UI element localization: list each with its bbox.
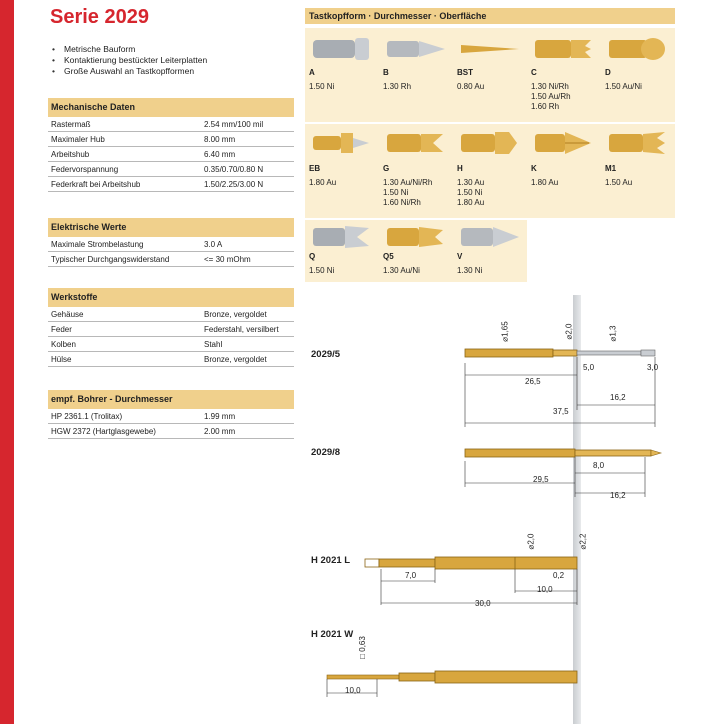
- tip-d-icon: [607, 34, 669, 64]
- tip-g-icon: [385, 128, 447, 158]
- dimension-label: 8,0: [593, 461, 605, 470]
- tip-spec-line: 1.50 Ni: [383, 188, 409, 197]
- dimension-label: ⌀2,0: [526, 533, 536, 550]
- tip-row-2: [305, 124, 675, 218]
- dimension-label: ⌀1,65: [500, 321, 510, 342]
- tip-spec: [383, 178, 432, 208]
- row-key: Feder: [51, 324, 72, 334]
- tip-q5-icon: [385, 222, 447, 252]
- tip-spec-line: 1.30 Ni/Rh: [531, 82, 569, 91]
- tip-spec-line: 1.50 Au: [605, 178, 633, 187]
- table-row: [48, 237, 294, 252]
- tip-spec-line: 1.50 Au/Ni: [605, 82, 642, 91]
- drawing-2029-5: [305, 315, 675, 445]
- dimension-label: ⌀2,2: [578, 533, 588, 550]
- dimension-label: 0,2: [553, 571, 565, 580]
- dimension-label: 7,0: [405, 571, 417, 580]
- row-value: 2.00 mm: [204, 426, 236, 436]
- tip-spec-line: 1.80 Au: [531, 178, 559, 187]
- tip-code: D: [605, 68, 611, 77]
- tip-a-icon: [311, 34, 373, 64]
- row-key: Federkraft bei Arbeitshub: [51, 179, 141, 189]
- dimension-label: 10,0: [537, 585, 553, 594]
- table-row: [48, 162, 294, 177]
- tip-spec: [531, 178, 558, 188]
- tip-b-icon: [385, 34, 447, 64]
- tip-spec: [309, 266, 334, 276]
- tip-row-3: [305, 220, 527, 282]
- tip-cell-bst: [453, 28, 527, 122]
- dimension-label: 30,0: [475, 599, 491, 608]
- row-key: Kolben: [51, 339, 76, 349]
- page-title: Serie 2029: [50, 6, 149, 28]
- tip-spec-line: 1.80 Au: [309, 178, 337, 187]
- dimension-label: 37,5: [553, 407, 569, 416]
- tip-spec-line: 0.80 Au: [457, 82, 485, 91]
- drawing-h-2021-l: [305, 549, 675, 619]
- tip-code: Q5: [383, 252, 394, 261]
- row-value: Federstahl, versilbert: [204, 324, 279, 334]
- tip-cell-v: [453, 220, 527, 282]
- tip-spec-line: 1.60 Ni/Rh: [383, 198, 421, 207]
- drill-diameter-table: [48, 390, 294, 439]
- tip-cell-eb: [305, 124, 379, 218]
- tip-spec-line: 1.60 Rh: [531, 102, 560, 111]
- dimension-label: 10,0: [345, 686, 361, 695]
- feature-list: [50, 44, 207, 77]
- tip-spec: [309, 178, 336, 188]
- drawing-label: 2029/5: [311, 349, 341, 360]
- tip-cell-g: [379, 124, 453, 218]
- dimension-label: ⌀1,3: [608, 325, 618, 342]
- tip-bst-icon: [459, 34, 521, 64]
- electrical-data-table: [48, 218, 294, 267]
- tip-spec-line: 1.30 Rh: [383, 82, 412, 91]
- tip-code: C: [531, 68, 537, 77]
- tip-cell-a: [305, 28, 379, 122]
- table-row: [48, 352, 294, 367]
- tip-spec-line: 1.30 Ni: [457, 266, 483, 275]
- tip-shapes-heading: Tastkopfform · Durchmesser · Oberfläche: [305, 8, 675, 24]
- tip-cell-m1: [601, 124, 675, 218]
- row-key: Arbeitshub: [51, 149, 90, 159]
- tip-shapes-panel: [305, 8, 675, 275]
- tip-row-1: [305, 28, 675, 122]
- table-row: [48, 252, 294, 267]
- tip-spec: [383, 82, 411, 92]
- table-row: [48, 117, 294, 132]
- dimension-label: 26,5: [525, 377, 541, 386]
- table-heading: empf. Bohrer - Durchmesser: [48, 390, 294, 409]
- tip-spec-line: 1.50 Ni: [309, 82, 335, 91]
- tip-code: V: [457, 252, 463, 261]
- tip-cell-k: [527, 124, 601, 218]
- tip-spec-line: 1.30 Au: [457, 178, 485, 187]
- table-row: [48, 177, 294, 192]
- table-row: [48, 147, 294, 162]
- tip-v-icon: [459, 222, 521, 252]
- row-key: HGW 2372 (Hartglasgewebe): [51, 426, 156, 436]
- row-key: Maximale Strombelastung: [51, 239, 144, 249]
- row-key: Maximaler Hub: [51, 134, 105, 144]
- table-row: [48, 307, 294, 322]
- feature-item: • Kontaktierung bestückter Leiterplatten: [64, 55, 207, 66]
- row-value: <= 30 mOhm: [204, 254, 251, 264]
- row-value: Stahl: [204, 339, 223, 349]
- row-value: Bronze, vergoldet: [204, 354, 267, 364]
- tip-code: H: [457, 164, 463, 173]
- tip-spec-line: 1.30 Au/Ni: [383, 266, 420, 275]
- row-value: 2.54 mm/100 mil: [204, 119, 264, 129]
- tip-code: A: [309, 68, 315, 77]
- tip-spec: [605, 82, 642, 92]
- tip-code: G: [383, 164, 390, 173]
- tip-spec: [457, 266, 482, 276]
- tip-code: B: [383, 68, 389, 77]
- row-value: 0.35/0.70/0.80 N: [204, 164, 264, 174]
- tip-cell-c: [527, 28, 601, 122]
- dimension-label: 16,2: [610, 393, 626, 402]
- tip-m1-icon: [607, 128, 669, 158]
- row-key: Hülse: [51, 354, 72, 364]
- row-key: HP 2361.1 (Trolitax): [51, 411, 123, 421]
- tip-code: Q: [309, 252, 316, 261]
- dimension-label: 3,0: [647, 363, 659, 372]
- table-heading: Elektrische Werte: [48, 218, 294, 237]
- dimension-label: ⌀2,0: [564, 323, 574, 340]
- tip-cell-b: [379, 28, 453, 122]
- row-value: 1.50/2.25/3.00 N: [204, 179, 264, 189]
- tip-spec: [457, 82, 484, 92]
- row-key: Typischer Durchgangswiderstand: [51, 254, 170, 264]
- tip-spec: [309, 82, 334, 92]
- tip-cell-h: [453, 124, 527, 218]
- tip-code: BST: [457, 68, 473, 77]
- tip-spec: [457, 178, 484, 208]
- feature-item: • Große Auswahl an Tastkopfformen: [64, 66, 207, 77]
- table-row: [48, 424, 294, 439]
- table-row: [48, 322, 294, 337]
- drawing-label: H 2021 L: [311, 555, 351, 566]
- materials-table: [48, 288, 294, 367]
- tip-spec-line: 1.50 Au/Rh: [531, 92, 571, 101]
- tip-eb-icon: [311, 128, 373, 158]
- tip-code: K: [531, 164, 537, 173]
- table-row: [48, 132, 294, 147]
- row-key: Rastermaß: [51, 119, 91, 129]
- table-heading: Werkstoffe: [48, 288, 294, 307]
- tip-spec: [605, 178, 632, 188]
- tip-spec-line: 1.80 Au: [457, 198, 485, 207]
- tip-code: M1: [605, 164, 617, 173]
- row-value: 6.40 mm: [204, 149, 236, 159]
- table-row: [48, 409, 294, 424]
- tip-code: EB: [309, 164, 321, 173]
- row-value: 8.00 mm: [204, 134, 236, 144]
- tip-spec-line: 1.50 Ni: [457, 188, 483, 197]
- tip-cell-d: [601, 28, 675, 122]
- tip-spec: [531, 82, 571, 112]
- tip-q-icon: [311, 222, 373, 252]
- row-value: 1.99 mm: [204, 411, 236, 421]
- tip-k-icon: [533, 128, 595, 158]
- table-row: [48, 337, 294, 352]
- technical-drawings: [305, 295, 675, 724]
- row-value: 3.0 A: [204, 239, 223, 249]
- feature-item: • Metrische Bauform: [64, 44, 207, 55]
- table-heading: Mechanische Daten: [48, 98, 294, 117]
- drawing-label: H 2021 W: [311, 629, 354, 640]
- drawing-label: 2029/8: [311, 447, 341, 458]
- row-key: Federvorspannung: [51, 164, 119, 174]
- row-key: Gehäuse: [51, 309, 84, 319]
- tip-spec-line: 1.50 Ni: [309, 266, 335, 275]
- tip-cell-q: [305, 220, 379, 282]
- tip-spec-line: 1.30 Au/Ni/Rh: [383, 178, 433, 187]
- tip-spec: [383, 266, 420, 276]
- dimension-label: 29,5: [533, 475, 549, 484]
- mechanical-data-table: [48, 98, 294, 192]
- dimension-label: 5,0: [583, 363, 595, 372]
- tip-h-icon: [459, 128, 521, 158]
- dimension-label: 16,2: [610, 491, 626, 500]
- red-side-bar: [0, 0, 14, 724]
- tip-c-icon: [533, 34, 595, 64]
- row-value: Bronze, vergoldet: [204, 309, 267, 319]
- tip-cell-q5: [379, 220, 453, 282]
- dimension-label: □ 0,63: [357, 636, 367, 659]
